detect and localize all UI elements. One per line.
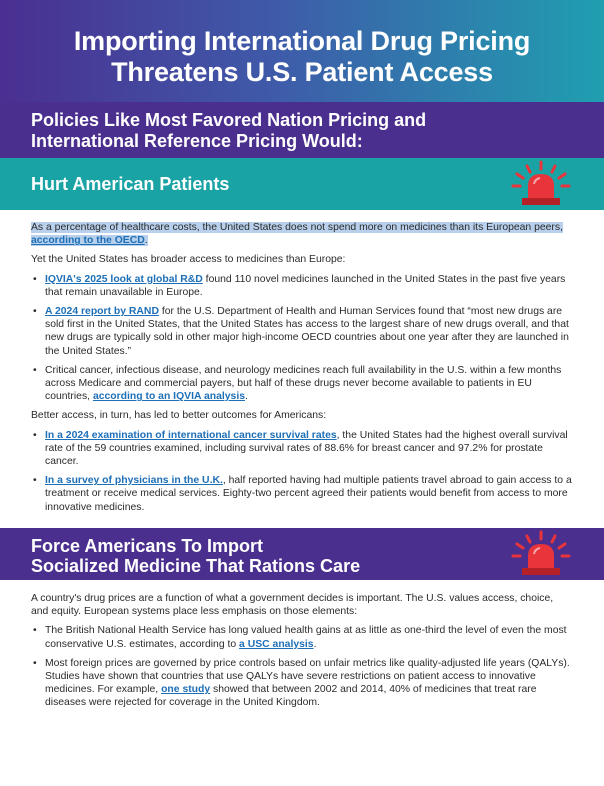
section-force-header xyxy=(0,528,604,580)
oecd-link[interactable]: according to the OECD xyxy=(31,235,145,247)
uk-survey-link[interactable]: In a survey of physicians in the U.K. xyxy=(45,475,223,487)
list-item: • A 2024 report by RAND for the U.S. Department of Health and Human Services found that “most new drugs are sold first in the United States, that the United States has access to the largest share of new drugs overall, and that new drugs are typically sold in other major high-income OECD countries about one year after they are launched in the United States.” xyxy=(31,305,573,358)
section-hurt-body xyxy=(31,221,573,520)
rationing-list xyxy=(31,624,573,709)
highlighted-intro: As a percentage of healthcare costs, the United States does not spend more on medicines than its European peers, according to the OECD. xyxy=(31,222,563,247)
hero-banner xyxy=(0,0,604,102)
subtitle-banner xyxy=(0,102,604,158)
cancer-survival-link[interactable]: In a 2024 examination of international cancer survival rates xyxy=(45,429,337,441)
usc-analysis-link[interactable]: a USC analysis xyxy=(239,638,314,650)
page-subtitle: Policies Like Most Favored Nation Pricing and International Reference Pricing Would: xyxy=(31,110,427,151)
section-force-heading: Force Americans To Import Socialized Medicine That Rations Care xyxy=(31,536,361,576)
access-list xyxy=(31,273,573,404)
list-item: • The British National Health Service has long valued health gains at as little as one-third the level of even the most conservative U.S. estimates, according to a USC analysis. xyxy=(31,624,573,650)
iqvia-rd-link[interactable]: IQVIA's 2025 look at global R&D xyxy=(45,273,203,285)
list-item: • In a 2024 examination of international cancer survival rates, the United States had the highest overall survival rate of the 59 countries examined, including survival rates of 88.6% for breast cancer and 97.2% for prostate cancer. xyxy=(31,429,573,469)
siren-icon xyxy=(508,160,574,208)
list-item: • Critical cancer, infectious disease, and neurology medicines reach full availability in the U.S. within a few months across Medicare and commercial payers, but half of these drugs never become available to patients in EU countries, according to an IQVIA analysis. xyxy=(31,364,573,404)
section-hurt-heading: Hurt American Patients xyxy=(31,174,230,194)
one-study-link[interactable]: one study xyxy=(161,684,211,696)
siren-icon xyxy=(508,530,574,578)
page-title: Importing International Drug Pricing Threatens U.S. Patient Access xyxy=(73,26,531,87)
outcomes-list xyxy=(31,429,573,514)
rand-report-link[interactable]: A 2024 report by RAND xyxy=(45,306,159,318)
section-force-body xyxy=(31,592,573,716)
values-paragraph: A country's drug prices are a function of what a government decides is important. The U.S. values access, choice, and equity. European systems place less emphasis on those elements: xyxy=(31,593,554,618)
oecd-paragraph xyxy=(31,221,573,247)
list-item: • In a survey of physicians in the U.K., half reported having had multiple patients travel abroad to gain access to a treatment or receive medical services. Eighty-two percent agreed their patients would benefit from access to more innovative medicines. xyxy=(31,474,573,514)
list-item: • Most foreign prices are governed by price controls based on unfair metrics like quality-adjusted life years (QALYs). Studies have shown that countries that use QALYs have severe restrictions on patient access to innovative medicines. For example, one study showed that between 2002 and 2014, 40% of medicines that treat rare diseases were rejected for coverage in the United Kingdom. xyxy=(31,657,573,710)
outcomes-paragraph: Better access, in turn, has led to better outcomes for Americans: xyxy=(31,410,327,422)
list-item: • IQVIA's 2025 look at global R&D found 110 novel medicines launched in the United States in the past five years that remain unavailable in Europe. xyxy=(31,273,573,299)
iqvia-analysis-link[interactable]: according to an IQVIA analysis xyxy=(92,391,245,403)
section-hurt-header xyxy=(0,158,604,210)
access-paragraph: Yet the United States has broader access to medicines than Europe: xyxy=(31,254,346,266)
